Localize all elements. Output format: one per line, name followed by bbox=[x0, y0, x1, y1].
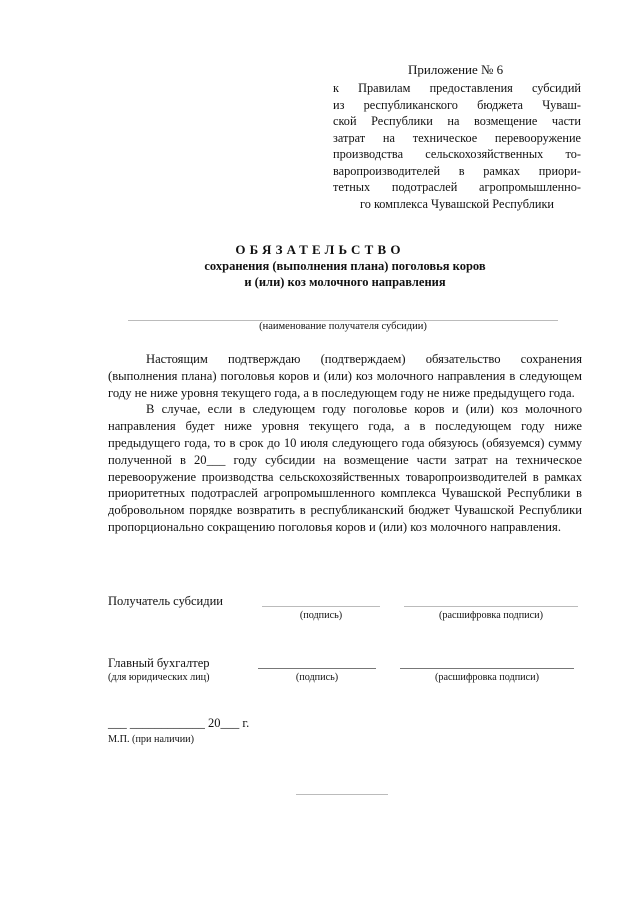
appendix-line: производства сельскохозяйственных то- bbox=[333, 147, 581, 161]
stamp-note: М.П. (при наличии) bbox=[108, 734, 195, 745]
decryption-caption: (расшифровка подписи) bbox=[439, 610, 543, 621]
appendix-line: затрат на техническое перевооружение bbox=[333, 130, 581, 145]
obligation-text bbox=[108, 351, 582, 536]
subtitle-line: и (или) коз молочного направления bbox=[244, 275, 446, 289]
appendix-line: го комплекса Чувашской Республики bbox=[360, 196, 554, 211]
recipient-signature-line bbox=[262, 606, 380, 607]
document-title: ОБЯЗАТЕЛЬСТВО bbox=[235, 242, 405, 257]
recipient-decryption-line bbox=[404, 606, 578, 607]
subtitle-line: сохранения (выполнения плана) поголовья коров bbox=[204, 259, 486, 273]
paragraph: В случае, если в следующем году поголовье коров и (или) коз молочного направления будет ниже уровня текущего года, а в последующем году ниже предыдущего года, то в срок до 10 июля следующего года обязуюсь (обязуемся) сумму полученной в 20___ году субсидии на возмещение части затрат на техническое перевооружение производства сельскохозяйственных товаропроизводителей в рамках приоритетных подотраслей агропромышленного комплекса Чувашской Республики в добровольном порядке возвратить в республиканский бюджет Чувашской Республики пропорционально сокращению поголовья коров и (или) коз молочного направления. bbox=[108, 402, 582, 534]
appendix-line: ской Республики на возмещение части bbox=[333, 114, 581, 128]
accountant-decryption-line bbox=[400, 668, 574, 669]
accountant-note: (для юридических лиц) bbox=[108, 672, 210, 683]
appendix-line: из республиканского бюджета Чуваш- bbox=[333, 97, 581, 112]
signature-caption: (подпись) bbox=[299, 610, 343, 621]
decryption-caption: (расшифровка подписи) bbox=[435, 672, 539, 683]
recipient-name-caption: (наименование получателя субсидии) bbox=[259, 321, 427, 332]
document-subtitle bbox=[150, 258, 540, 290]
accountant-signature-line bbox=[258, 668, 376, 669]
paragraph: Настоящим подтверждаю (подтверждаем) обязательство сохранения (выполнения плана) поголовья коров и (или) коз молочного направления в следующем году не ниже уровня текущего года, а в последующем году не ниже предыдущего года. bbox=[108, 352, 582, 400]
appendix-line: к Правилам предоставления субсидий bbox=[333, 81, 581, 95]
appendix-reference bbox=[333, 80, 581, 212]
appendix-line: варопроизводителей в рамках приори- bbox=[333, 163, 581, 178]
recipient-signature-label: Получатель субсидии bbox=[108, 594, 223, 608]
date-field: ___ ____________ 20___ г. bbox=[108, 716, 250, 730]
appendix-line: тетных подотраслей агропромышленно- bbox=[333, 180, 581, 194]
signature-caption: (подпись) bbox=[295, 672, 339, 683]
accountant-signature-label: Главный бухгалтер bbox=[108, 656, 210, 670]
footer-divider bbox=[296, 794, 388, 795]
appendix-title: Приложение № 6 bbox=[408, 62, 504, 77]
